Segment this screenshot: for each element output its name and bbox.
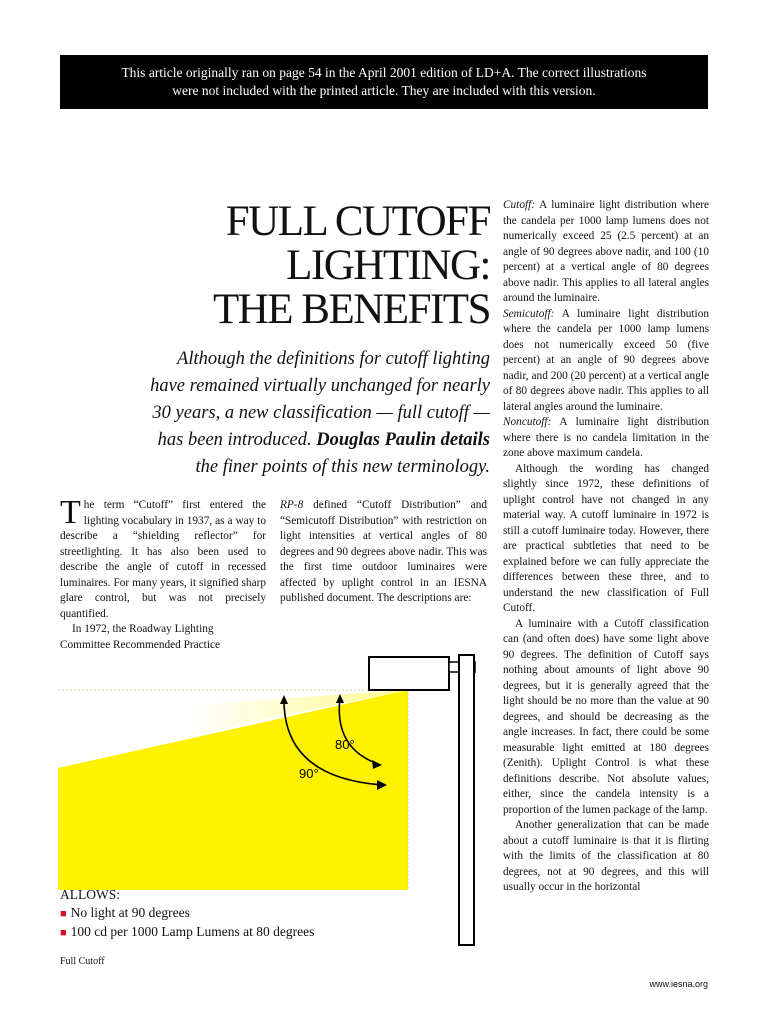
paragraph-wording: Although the wording has changed slightly since 1972, these definitions of uplight control have not changed in any material way. A cutoff luminaire in 1972 is still a cutoff luminaire today. However, there are practical subtleties that need to be explained before we can fully appreciate the differences between these three, and to understand the new classification of Full Cutoff.	[503, 462, 709, 614]
term-cutoff: Cutoff:	[503, 199, 536, 211]
def-noncutoff-text: A luminaire light distribution where there is no candela limitation in the zone above maximum candela.	[503, 416, 709, 459]
definition-cutoff	[503, 198, 709, 307]
dek-line-2: have remained virtually unchanged for nearly	[150, 376, 490, 396]
drop-cap: T	[60, 494, 81, 531]
paragraph-1972-cont	[280, 498, 487, 607]
banner-line-1: This article originally ran on page 54 in the April 2001 edition of LD+A. The correct illustrations	[121, 65, 647, 80]
author-name: Douglas Paulin details	[316, 430, 490, 450]
pole	[459, 655, 474, 945]
edition-notice-banner	[60, 55, 708, 109]
article-title	[213, 200, 490, 332]
dek-line-4-text: has been introduced.	[157, 430, 317, 450]
allows-item-text: 100 cd per 1000 Lamp Lumens at 80 degrees	[70, 924, 315, 939]
dek-line-1: Although the definitions for cutoff lighting	[177, 349, 490, 369]
paragraph-generalization: Another generalization that can be made about a cutoff luminaire is that it is flirting with the limits of the classification at 80 degrees, not at 90 degrees, and this will usually occur in the horizontal	[503, 819, 709, 893]
title-line-3: THE BENEFITS	[212, 286, 490, 333]
allows-item-text: No light at 90 degrees	[70, 905, 190, 920]
allows-item	[60, 904, 314, 923]
dek-line-5: the finer points of this new terminology.	[195, 457, 490, 477]
title-line-1: FULL CUTOFF	[225, 198, 490, 245]
footer-url: www.iesna.org	[649, 979, 708, 989]
figure-caption: Full Cutoff	[60, 956, 105, 967]
angle-label-80: 80°	[335, 737, 355, 752]
body-column-1	[60, 494, 266, 653]
red-square-bullet-icon: ■	[60, 908, 67, 920]
definition-semicutoff	[503, 307, 709, 416]
paragraph-cutoff-class: A luminaire with a Cutoff classification can (and often does) have some light above 90 degrees. The definition of Cutoff says nothing about amounts of light above 90 degrees, but it is generally agreed that the light should be no more than the value at 90 degrees, and should be decreasing as the angle increases. In fact, there could be some measurable light emitted at 180 degrees (Zenith). Uplight Control is what these definitions describe. Not absolute values, either, since the candela intensity is a proportion of the lumen package of the lamp.	[503, 617, 709, 816]
allows-list	[60, 886, 314, 942]
luminaire-head	[369, 657, 449, 690]
allows-item	[60, 923, 314, 942]
title-line-2: LIGHTING:	[286, 242, 490, 289]
angle-label-90: 90°	[299, 766, 319, 781]
red-square-bullet-icon: ■	[60, 927, 67, 939]
dek-line-3: 30 years, a new classification — full cutoff —	[152, 403, 490, 423]
definition-noncutoff	[503, 415, 709, 462]
paragraph-1972-text: defined “Cutoff Distribution” and “Semicutoff Distribution” with restriction on light intensities at vertical angles of 80 degrees and 90 degrees above nadir. This was the first time outdoor luminaires were affected by uplight control in an IESNA published document. The descriptions are:	[280, 499, 487, 604]
paragraph-intro	[60, 494, 266, 622]
body-column-2	[280, 498, 487, 607]
banner-line-2: were not included with the printed article. They are included with this version.	[172, 83, 596, 98]
term-noncutoff: Noncutoff:	[503, 416, 552, 428]
dek-line-4	[110, 427, 490, 454]
def-semicutoff-text: A luminaire light distribution where the candela per 1000 lamp lumens does not numerically exceed 50 (five percent) at an angle of 90 degrees above nadir, and 200 (20 percent) at a vertical angle of 80 degrees above nadir. This applies to all lateral angles around the luminaire.	[503, 307, 709, 413]
article-dek	[110, 346, 490, 481]
body-column-3	[503, 198, 709, 896]
allows-heading: ALLOWS:	[60, 887, 120, 902]
rp8-reference: RP-8	[280, 499, 304, 511]
paragraph-intro-text: he term “Cutoff” first entered the lighting vocabulary in 1937, as a way to describe a “shielding reflector” for streetlighting. It has also been used to describe the angle of cutoff in recessed luminaires. For many years, it signified sharp glare control, but was not precisely quantified.	[60, 499, 266, 620]
def-cutoff-text: A luminaire light distribution where the candela per 1000 lamp lumens does not numerically exceed 25 (2.5 percent) at an angle of 90 degrees above nadir, and 100 (10 percent) at a vertical angle of 80 degrees above nadir. This applies to all lateral angles around the luminaire.	[503, 199, 709, 304]
term-semicutoff: Semicutoff:	[503, 307, 555, 320]
paragraph-1972-start: In 1972, the Roadway Lighting Committee Recommended Practice	[60, 623, 220, 651]
